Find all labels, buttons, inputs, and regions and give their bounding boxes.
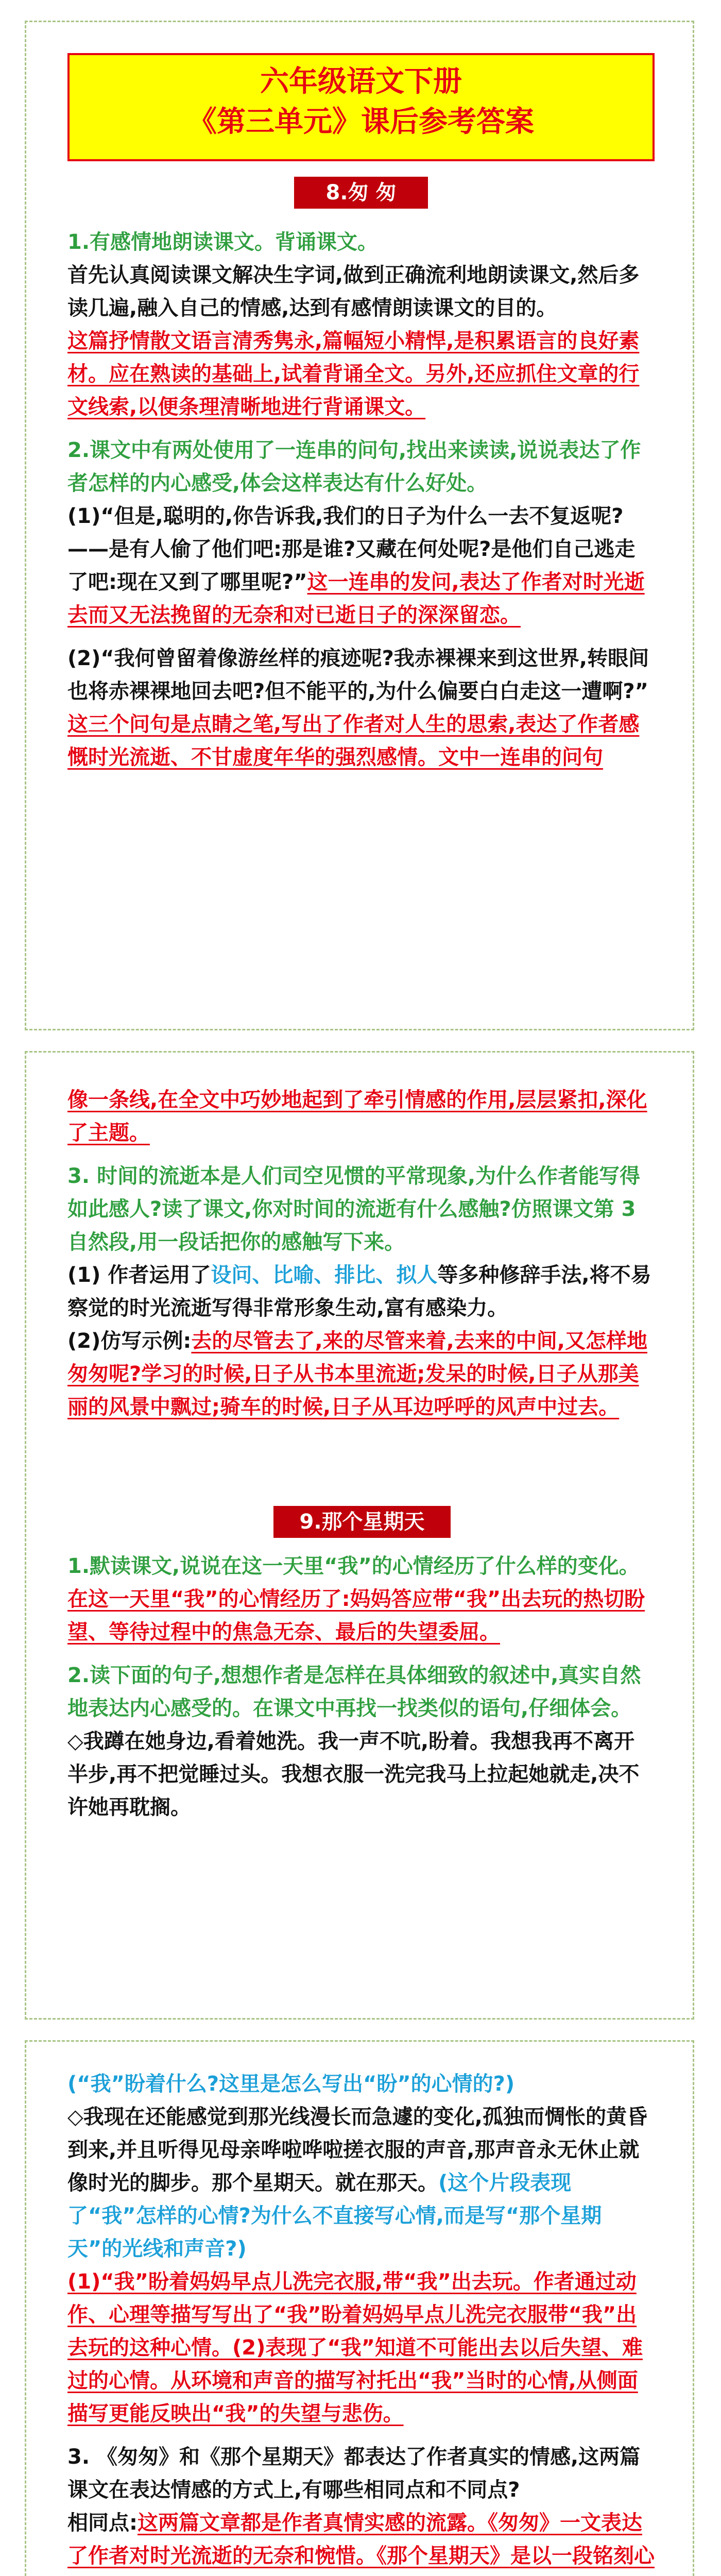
lesson-8-q2-answer-1: 这一连串的发问,表达了作者对时光逝去而又无法挽留的无奈和对已逝日子的深深留恋。 (67, 570, 645, 627)
lesson-8-q2-answer-2b: 像一条线,在全文中巧妙地起到了牵引情感的作用,层层紧扣,深化了主题。 (67, 1088, 647, 1145)
page-title: 六年级语文下册 (260, 65, 462, 98)
lesson-8-q3-section (67, 1083, 655, 1423)
lesson-8-q2-answer-2a: 这三个问句是点睛之笔,写出了作者对人生的思索,表达了作者感慨时光流逝、不甘虚度年华的强烈感情。文中一连串的问句 (67, 713, 640, 769)
lesson-8-q1-section (67, 226, 655, 774)
imitation-example: 去的尽管去了,来的尽管来着,去来的中间,又怎样地匆匆呢?学习的时候,日子从书本里流逝;发呆的时候,日子从那美丽的风景中飘过;骑车的时候,日子从耳边呼呼的风声中过去。 (67, 1329, 647, 1419)
lesson-8-q1-paragraph: 首先认真阅读课文解决生字词,做到正确流利地朗读课文,然后多读几遍,融入自己的情感,达到有感情朗读课文的目的。 (67, 263, 640, 320)
rhetoric-highlight: 设问、比喻、排比、拟人 (211, 1263, 438, 1287)
lesson-8-q3-answer-2: (2)仿写示例:去的尽管去了,来的尽管来着,去来的中间,又怎样地匆匆呢?学习的时候,日子从书本里流逝;发呆的时候,日子从那美丽的风景中飘过;骑车的时候,日子从耳边呼呼的风声中过去。 (67, 1329, 647, 1419)
lesson-8-question-3: 3. 时间的流逝本是人们司空见惯的平常现象,为什么作者能写得如此感人?读了课文,你对时间的流逝有什么感触?仿照课文第 3 自然段,用一段话把你的感触写下来。 (67, 1164, 641, 1254)
lesson-9-question-2: 2.读下面的句子,想想作者是怎样在具体细致的叙述中,真实自然地表达内心感受的。在课文中再找一找类似的语句,仔细体会。 (67, 1664, 641, 1720)
lesson-9-q2-hint-2: (这个片段表现了“我”怎样的心情?为什么不直接写心情,而是写“那个星期天”的光线和声音?) (67, 2171, 602, 2261)
lesson-9-q1-answer: 在这一天里“我”的心情经历了:妈妈答应带“我”出去玩的热切盼望、等待过程中的焦急无奈、最后的失望委屈。 (67, 1587, 645, 1644)
lesson-8-question-2: 2.课文中有两处使用了一连串的问句,找出来读读,说说表达了作者怎样的内心感受,体会这样表达有什么好处。 (67, 438, 641, 495)
lesson-8-q2-sentence-1: (1)“但是,聪明的,你告诉我,我们的日子为什么一去不复返呢?——是有人偷了他们吧:那是谁?又藏在何处呢?是他们自己逃走了吧:现在又到了哪里呢?”这一连串的发问,表达了作者对时光逝去而又无法挽留的无奈和对已逝日子的深深留恋。 (67, 504, 645, 627)
title-banner (67, 53, 655, 161)
lesson-8-q2-sentence-2: (2)“我何曾留着像游丝样的痕迹呢?我赤裸裸来到这世界,转眼间也将赤裸裸地回去吧?但不能平的,为什么偏要白白走这一遭啊?” (67, 647, 649, 703)
lesson-9-q2-answer: (1)“我”盼着妈妈早点儿洗完衣服,带“我”出去玩。作者通过动作、心理等描写写出了“我”盼着妈妈早点儿洗完衣服带“我”出去玩的这种心情。(2)表现了“我”知道不可能出去以后失望、难过的心情。从环境和声音的描写衬托出“我”当时的心情,从侧面描写更能反映出“我”的失望与悲伤。 (67, 2270, 643, 2426)
answer-card-3 (25, 2040, 694, 2576)
same-points-answer: 这两篇文章都是作者真情实感的流露。《匆匆》一文表达了作者对时光流逝的无奈和惋惜。《那个星期天》是以一段铭刻心 (67, 2511, 655, 2568)
lesson-9-question-1: 1.默读课文,说说在这一天里“我”的心情经历了什么样的变化。 (67, 1554, 640, 1578)
lesson-9-question-3: 3. 《匆匆》和《那个星期天》都表达了作者真实的情感,这两篇课文在表达情感的方式上,有哪些相同点和不同点? (67, 2445, 641, 2502)
lesson-9-q2-section (67, 2067, 655, 2576)
lesson-9-tag: 9.那个星期天 (273, 1506, 451, 1538)
lesson-9-q2-hint: (“我”盼着什么?这里是怎么写出“盼”的心情的?) (67, 2072, 515, 2096)
answer-card-1 (25, 21, 694, 1030)
lesson-8-tag: 8.匆 匆 (294, 177, 428, 209)
page-subtitle: 《第三单元》课后参考答案 (188, 105, 534, 139)
lesson-9-q1-section (67, 1550, 655, 1824)
lesson-9-q3-same: 相同点:这两篇文章都是作者真情实感的流露。《匆匆》一文表达了作者对时光流逝的无奈和惋惜。《那个星期天》是以一段铭刻心 (67, 2506, 655, 2576)
answer-card-2 (25, 1051, 694, 2020)
lesson-8-question-1: 1.有感情地朗读课文。背诵课文。 (67, 230, 379, 254)
lesson-9-q2-sentence-1: ◇我蹲在她身边,看着她洗。我一声不吭,盼着。我想我再不离开半步,再不把觉睡过头。我想衣服一洗完我马上拉起她就走,决不许她再耽搁。 (67, 1730, 640, 1819)
lesson-8-q3-answer-1: (1) 作者运用了设问、比喻、排比、拟人等多种修辞手法,将不易察觉的时光流逝写得非常形象生动,富有感染力。 (67, 1263, 651, 1320)
lesson-9-q2-sentence-2: ◇我现在还能感觉到那光线漫长而急遽的变化,孤独而惆怅的黄昏到来,并且听得见母亲哗啦哗啦搓衣服的声音,那声音永无休止就像时光的脚步。那个星期天。就在那天。(这个片段表现了“我”怎样的心情?为什么不直接写心情,而是写“那个星期天”的光线和声音?) (67, 2105, 647, 2261)
lesson-8-q1-answer: 这篇抒情散文语言清秀隽永,篇幅短小精悍,是积累语言的良好素材。应在熟读的基础上,试着背诵全文。另外,还应抓住文章的行文线索,以便条理清晰地进行背诵课文。 (67, 329, 640, 419)
